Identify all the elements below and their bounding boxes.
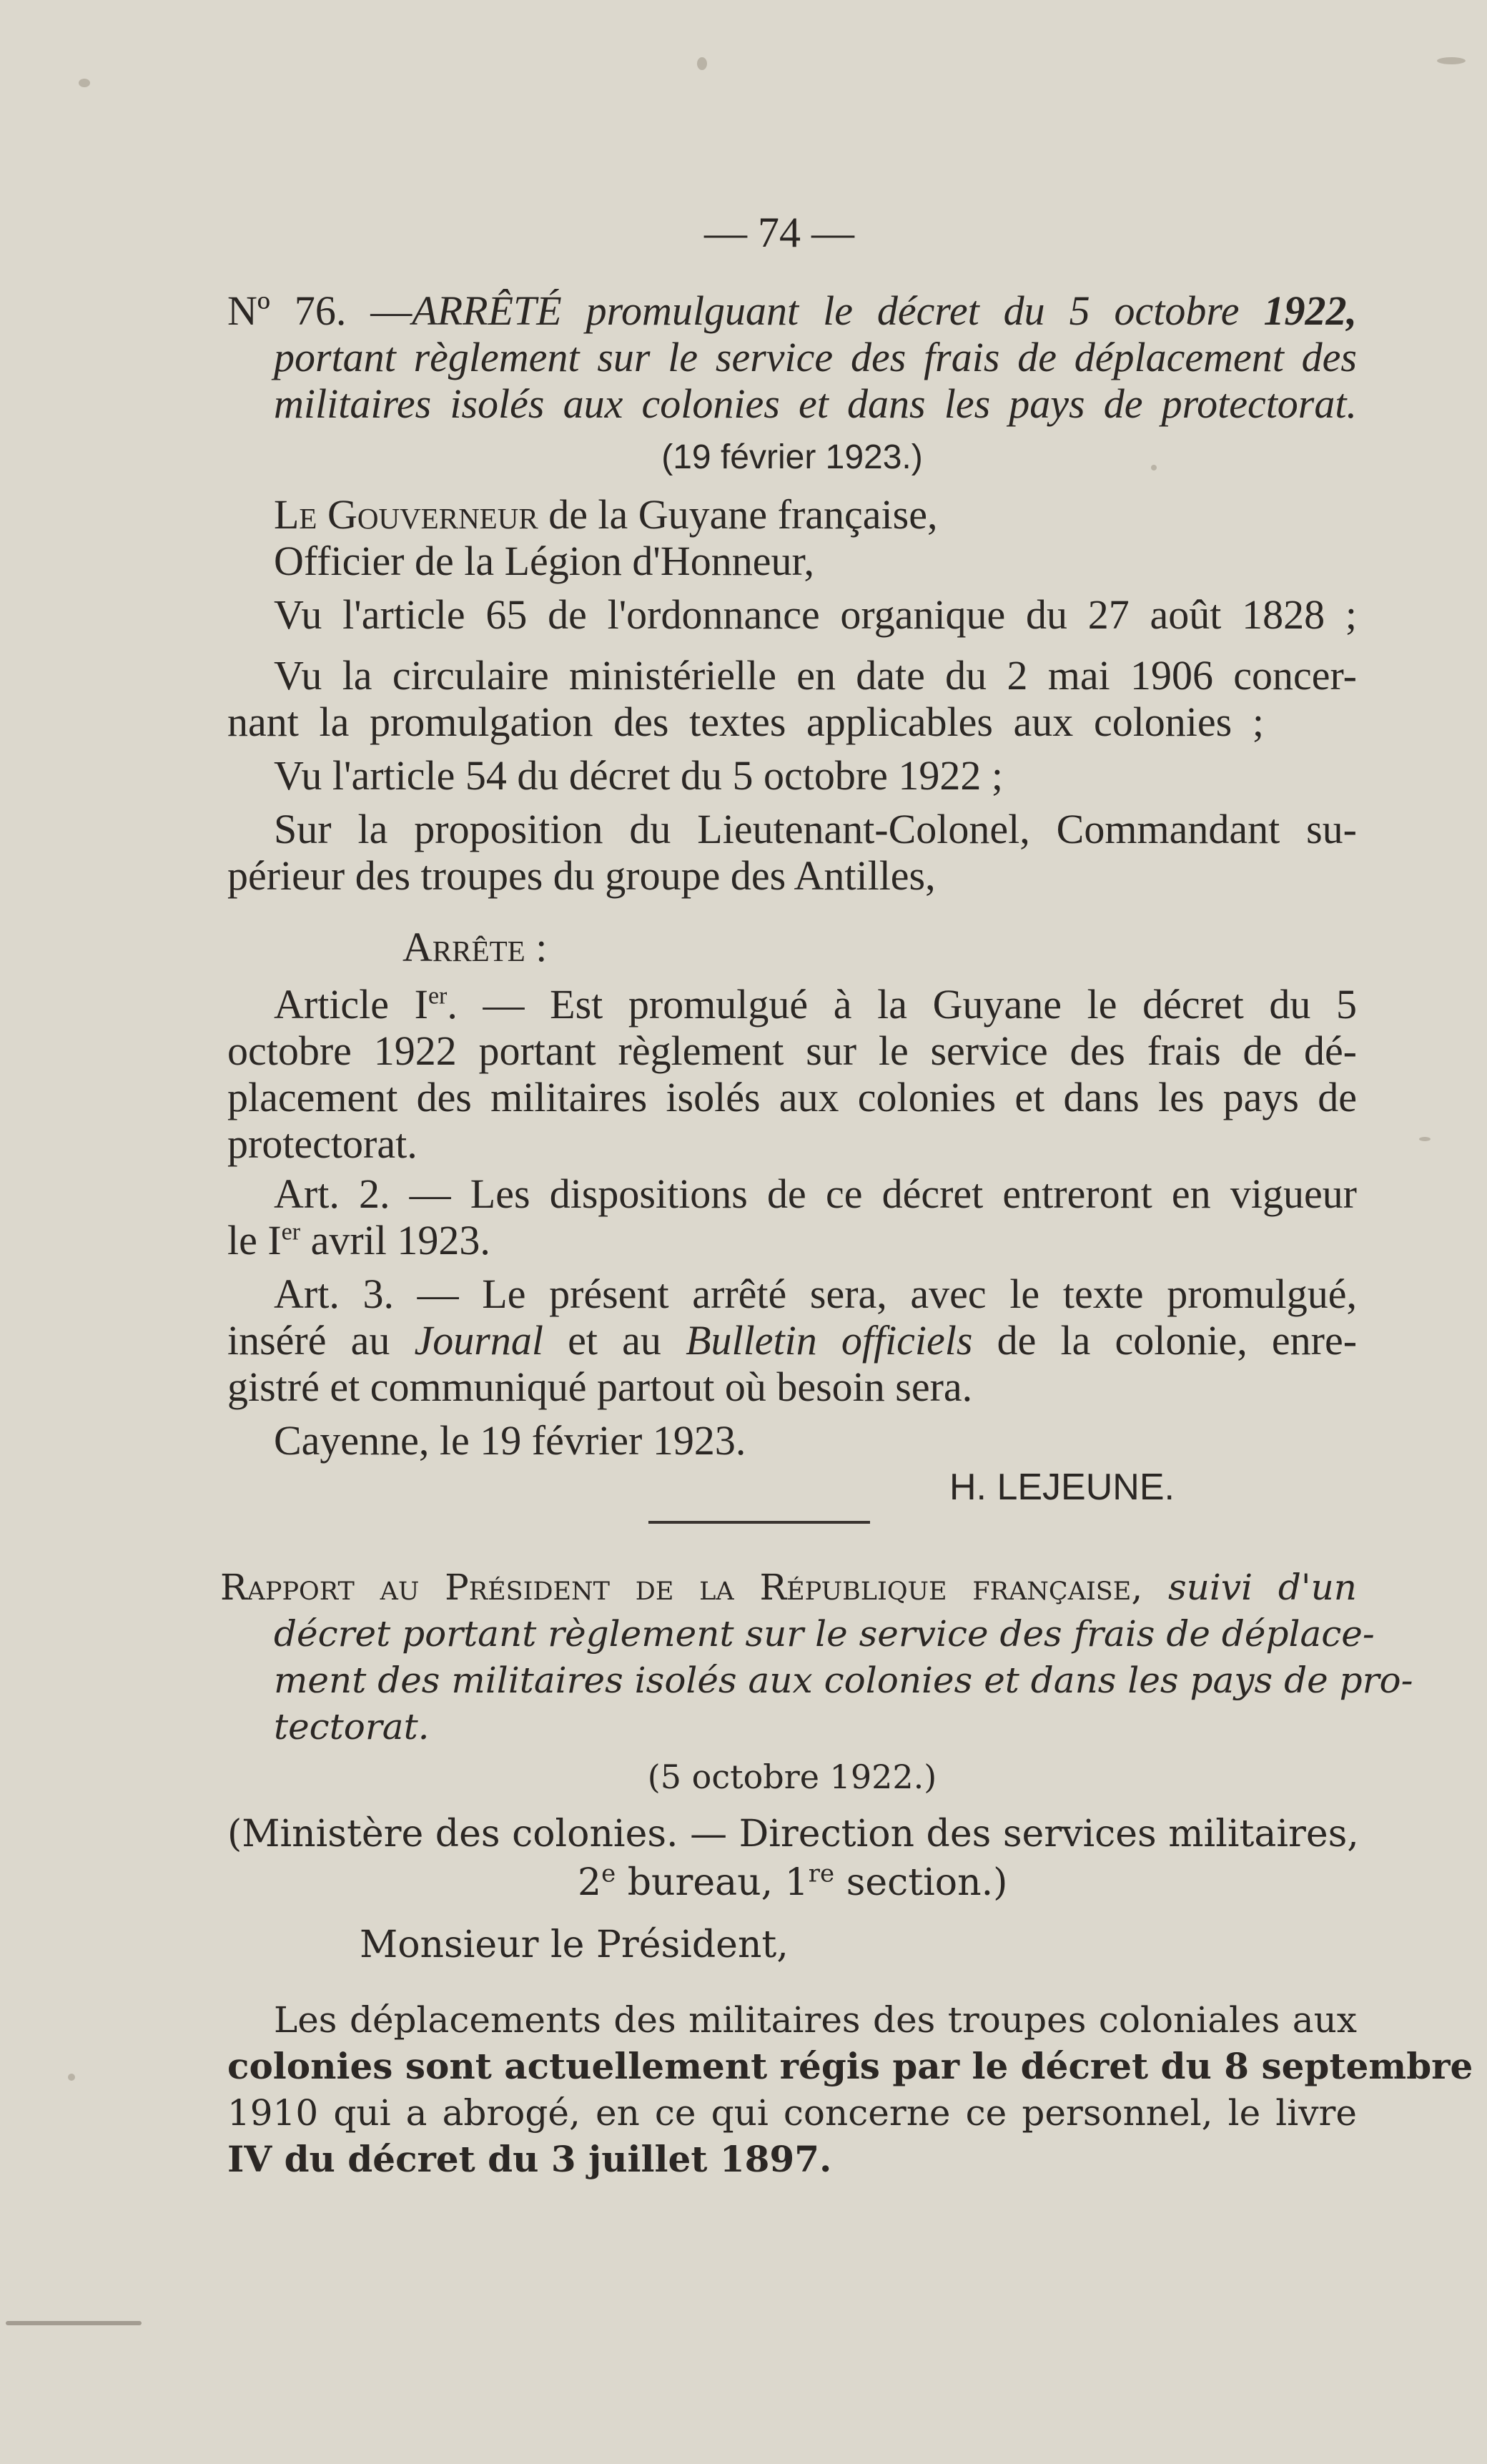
article-1-line-1: Article Ier. — Est promulgué à la Guyane le décret du 5 <box>274 981 1358 1028</box>
cayenne-date: Cayenne, le 19 février 1923. <box>274 1417 746 1464</box>
rapport-heading-line-1: Rapport au Président de la République française, suivi d'un <box>220 1567 1357 1608</box>
article-2-line-1: Art. 2. — Les dispositions de ce décret entreront en vigueur <box>274 1171 1357 1217</box>
rapport-heading-line-2: décret portant règlement sur le service des frais de déplace- <box>274 1613 1375 1655</box>
arrete-label: Arrête : <box>402 924 548 970</box>
vu-article-54: Vu l'article 54 du décret du 5 octobre 1922 ; <box>274 752 1004 799</box>
vu-circulaire-2: nant la promulgation des textes applicables aux colonies ; <box>227 699 1264 745</box>
ministere-line-2: 2e bureau, 1re section.) <box>578 1859 1008 1904</box>
article-1-line-3: placement des militaires isolés aux colonies et dans les pays de <box>227 1074 1357 1120</box>
article-2-line-2: le Ier avril 1923. <box>227 1217 490 1263</box>
article-1-line-4: protectorat. <box>227 1120 418 1167</box>
arrete-heading-line-1: Nº 76. —ARRÊTÉ promulguant le décret du 5 octobre 1922, <box>227 287 1358 334</box>
ministere-line-1: (Ministère des colonies. — Direction des services militaires, <box>227 1813 1359 1856</box>
vu-ordonnance: Vu l'article 65 de l'ordonnance organique du 27 août 1828 ; <box>274 591 1357 638</box>
section-divider <box>648 1521 870 1524</box>
gouverneur-line: Le Gouverneur de la Guyane française, <box>274 491 938 538</box>
rapport-body-line-2: colonies sont actuellement régis par le décret du 8 septembre <box>227 2045 1473 2087</box>
page-number: — 74 — <box>704 209 854 256</box>
article-3-line-2: inséré au Journal et au Bulletin officiels de la colonie, enre- <box>227 1317 1358 1364</box>
arrete-heading-line-3: militaires isolés aux colonies et dans les pays de protectorat. <box>274 380 1357 427</box>
signature: H. LEJEUNE. <box>949 1467 1175 1508</box>
rapport-heading-line-3: ment des militaires isolés aux colonies et dans les pays de pro- <box>274 1660 1413 1701</box>
officier-line: Officier de la Légion d'Honneur, <box>274 538 814 584</box>
rapport-body-line-3: 1910 qui a abrogé, en ce qui concerne ce personnel, le livre <box>227 2092 1357 2134</box>
rapport-body-line-4: IV du décret du 3 juillet 1897. <box>227 2138 832 2180</box>
rapport-body-line-1: Les déplacements des militaires des troupes coloniales aux <box>274 1999 1357 2041</box>
article-3-line-1: Art. 3. — Le présent arrêté sera, avec le texte promulgué, <box>274 1271 1357 1317</box>
vu-circulaire-1: Vu la circulaire ministérielle en date du 2 mai 1906 concer- <box>274 652 1357 699</box>
rapport-heading-line-4: tectorat. <box>274 1706 430 1748</box>
sur-proposition-2: périeur des troupes du groupe des Antilles, <box>227 852 936 899</box>
article-1-line-2: octobre 1922 portant règlement sur le service des frais de dé- <box>227 1028 1357 1074</box>
article-3-line-3: gistré et communiqué partout où besoin sera. <box>227 1364 973 1410</box>
salutation: Monsieur le Président, <box>360 1923 789 1966</box>
arrete-heading-line-2: portant règlement sur le service des frais de déplacement des <box>274 334 1357 380</box>
rapport-date: (5 octobre 1922.) <box>647 1758 937 1796</box>
margin-ink-mark <box>6 2321 142 2325</box>
arrete-date: (19 février 1923.) <box>661 438 923 476</box>
sur-proposition-1: Sur la proposition du Lieutenant-Colonel, Commandant su- <box>274 806 1357 852</box>
